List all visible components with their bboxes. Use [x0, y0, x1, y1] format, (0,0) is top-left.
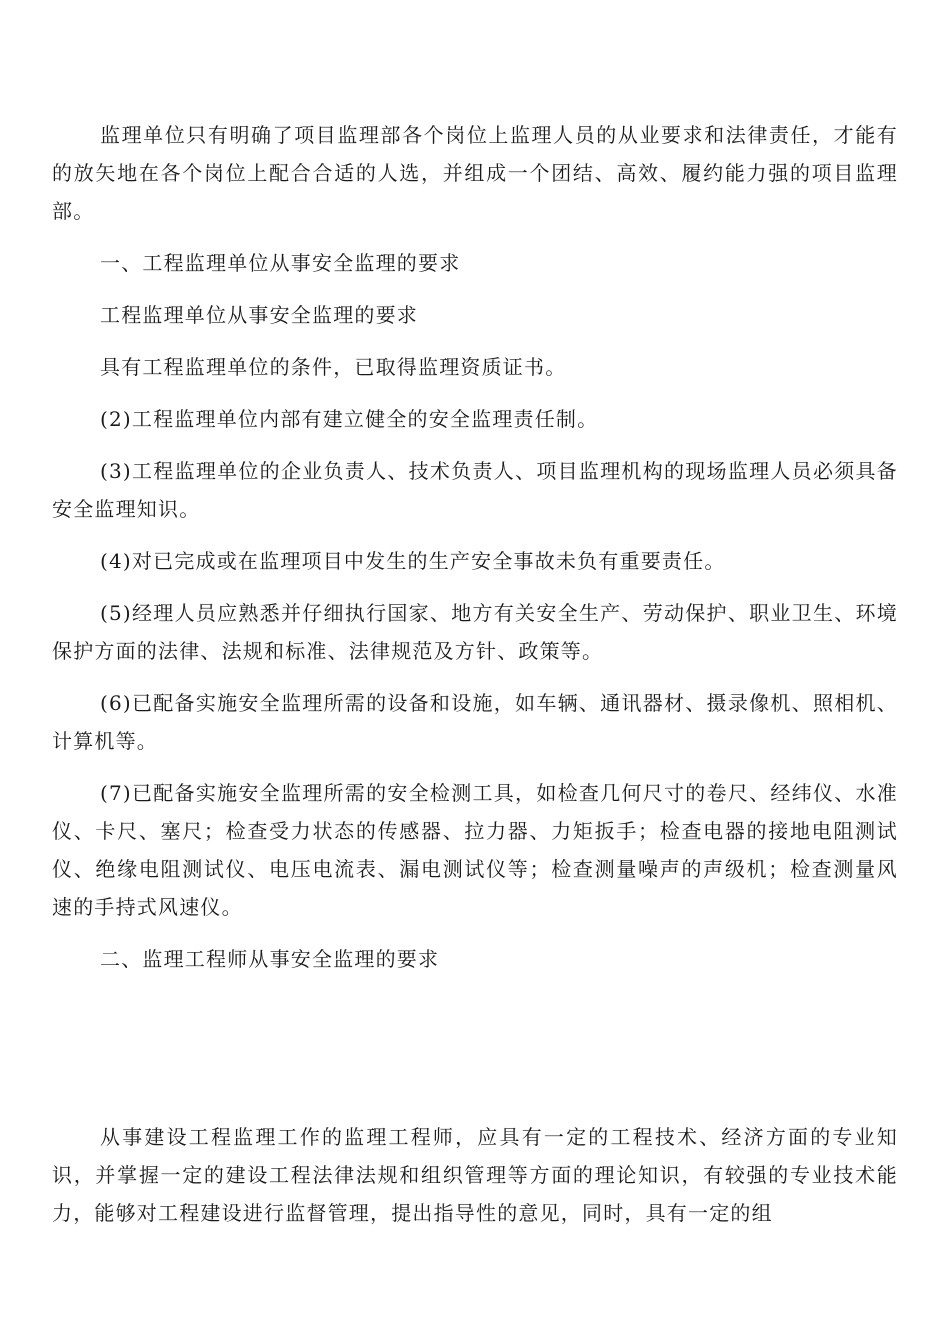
requirement-item-6: (6)已配备实施安全监理所需的设备和设施，如车辆、通讯器材、摄录像机、照相机、计算机等。	[52, 691, 898, 753]
requirement-item-3: (3)工程监理单位的企业负责人、技术负责人、项目监理机构的现场监理人员必须具备安全监理知识。	[52, 459, 898, 521]
document-body-top	[52, 116, 898, 978]
section-heading-2: 二、监理工程师从事安全监理的要求	[100, 947, 440, 971]
intro-paragraph: 监理单位只有明确了项目监理部各个岗位上监理人员的从业要求和法律责任，才能有的放矢地在各个岗位上配合合适的人选，并组成一个团结、高效、履约能力强的项目监理部。	[52, 123, 898, 223]
requirement-item-7: (7)已配备实施安全监理所需的安全检测工具，如检查几何尺寸的卷尺、经纬仪、水准仪、卡尺、塞尺；检查受力状态的传感器、拉力器、力矩扳手；检查电器的接地电阻测试仪、绝缘电阻测试仪、电压电流表、漏电测试仪等；检查测量噪声的声级机；检查测量风速的手持式风速仪。	[52, 781, 898, 919]
requirement-item-2: (2)工程监理单位内部有建立健全的安全监理责任制。	[100, 407, 599, 431]
section-heading-1: 一、工程监理单位从事安全监理的要求	[100, 251, 461, 275]
engineer-requirement-paragraph: 从事建设工程监理工作的监理工程师，应具有一定的工程技术、经济方面的专业知识，并掌握一定的建设工程法律法规和组织管理等方面的理论知识，有较强的专业技术能力，能够对工程建设进行监督管理，提出指导性的意见，同时，具有一定的组	[52, 1125, 898, 1225]
requirement-item-4: (4)对已完成或在监理项目中发生的生产安全事故未负有重要责任。	[100, 549, 726, 573]
requirement-item-1: 具有工程监理单位的条件，已取得监理资质证书。	[100, 355, 567, 379]
requirement-item-5: (5)经理人员应熟悉并仔细执行国家、地方有关安全生产、劳动保护、职业卫生、环境保护方面的法律、法规和标准、法律规范及方针、政策等。	[52, 601, 898, 663]
document-body-bottom	[52, 1118, 898, 1232]
subsection-heading: 工程监理单位从事安全监理的要求	[100, 303, 418, 327]
